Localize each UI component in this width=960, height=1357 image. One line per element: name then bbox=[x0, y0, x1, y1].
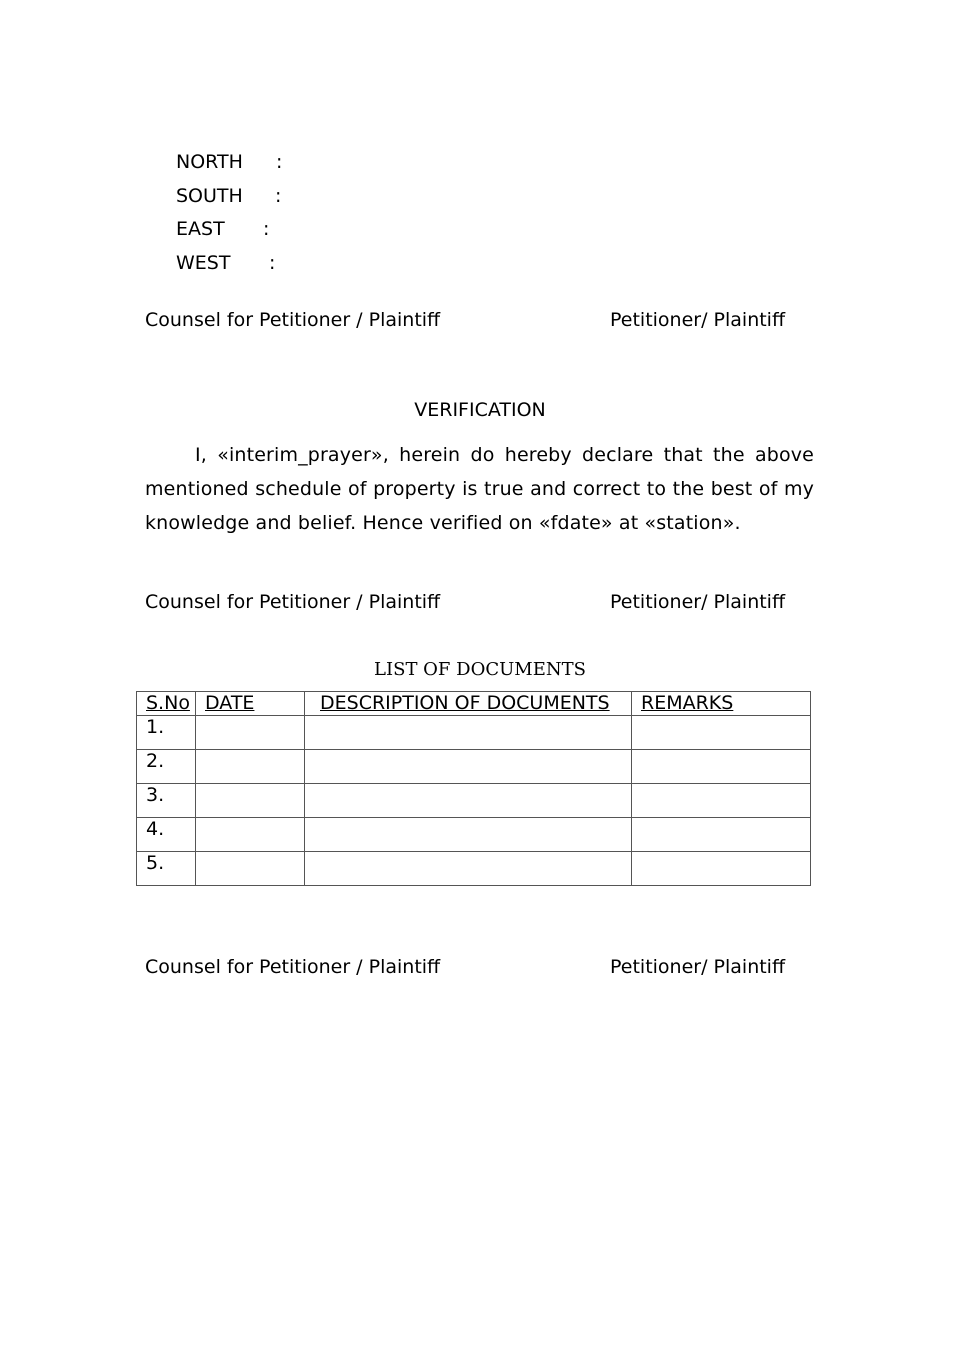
boundary-label: EAST bbox=[176, 218, 225, 240]
cell-description bbox=[305, 750, 632, 784]
column-header-sno: S.No bbox=[137, 692, 196, 716]
petitioner-signature-label: Petitioner/ Plaintiff bbox=[610, 309, 786, 331]
cell-date bbox=[196, 784, 305, 818]
cell-date bbox=[196, 750, 305, 784]
boundary-separator: : bbox=[269, 252, 276, 274]
cell-description bbox=[305, 716, 632, 750]
table-row bbox=[137, 750, 811, 784]
boundary-label: NORTH bbox=[176, 151, 243, 173]
boundary-west bbox=[176, 254, 275, 273]
cell-description bbox=[305, 818, 632, 852]
documents-title: LIST OF DOCUMENTS bbox=[374, 659, 586, 680]
boundary-separator: : bbox=[263, 218, 270, 240]
cell-remarks bbox=[632, 852, 811, 886]
table-row bbox=[137, 784, 811, 818]
column-header-date: DATE bbox=[196, 692, 305, 716]
cell-description bbox=[305, 784, 632, 818]
petitioner-signature-label: Petitioner/ Plaintiff bbox=[610, 591, 786, 613]
cell-remarks bbox=[632, 784, 811, 818]
cell-sno: 1. bbox=[137, 716, 196, 750]
counsel-signature-label: Counsel for Petitioner / Plaintiff bbox=[145, 956, 441, 978]
table-row bbox=[137, 716, 811, 750]
cell-remarks bbox=[632, 716, 811, 750]
cell-description bbox=[305, 852, 632, 886]
cell-remarks bbox=[632, 818, 811, 852]
petitioner-signature-label: Petitioner/ Plaintiff bbox=[610, 956, 786, 978]
verification-body: I, «interim_prayer», herein do hereby declare that the above mentioned schedule of property is true and correct to the best of my knowledge and belief. Hence verified on «fdate» at «station». bbox=[145, 444, 814, 534]
boundary-label: SOUTH bbox=[176, 185, 243, 207]
column-header-remarks: REMARKS bbox=[632, 692, 811, 716]
cell-sno: 5. bbox=[137, 852, 196, 886]
boundary-label: WEST bbox=[176, 252, 231, 274]
counsel-signature-label: Counsel for Petitioner / Plaintiff bbox=[145, 309, 441, 331]
cell-remarks bbox=[632, 750, 811, 784]
boundary-separator: : bbox=[275, 185, 282, 207]
boundary-south bbox=[176, 187, 281, 206]
cell-sno: 4. bbox=[137, 818, 196, 852]
cell-date bbox=[196, 818, 305, 852]
boundary-east bbox=[176, 220, 269, 239]
cell-sno: 2. bbox=[137, 750, 196, 784]
cell-date bbox=[196, 716, 305, 750]
boundary-separator: : bbox=[276, 151, 283, 173]
table-header-row bbox=[137, 692, 811, 716]
verification-title: VERIFICATION bbox=[414, 399, 546, 421]
column-header-description: DESCRIPTION OF DOCUMENTS bbox=[305, 692, 632, 716]
cell-date bbox=[196, 852, 305, 886]
counsel-signature-label: Counsel for Petitioner / Plaintiff bbox=[145, 591, 441, 613]
table-row bbox=[137, 852, 811, 886]
cell-sno: 3. bbox=[137, 784, 196, 818]
boundary-north bbox=[176, 153, 282, 172]
documents-table bbox=[136, 691, 811, 886]
table-row bbox=[137, 818, 811, 852]
